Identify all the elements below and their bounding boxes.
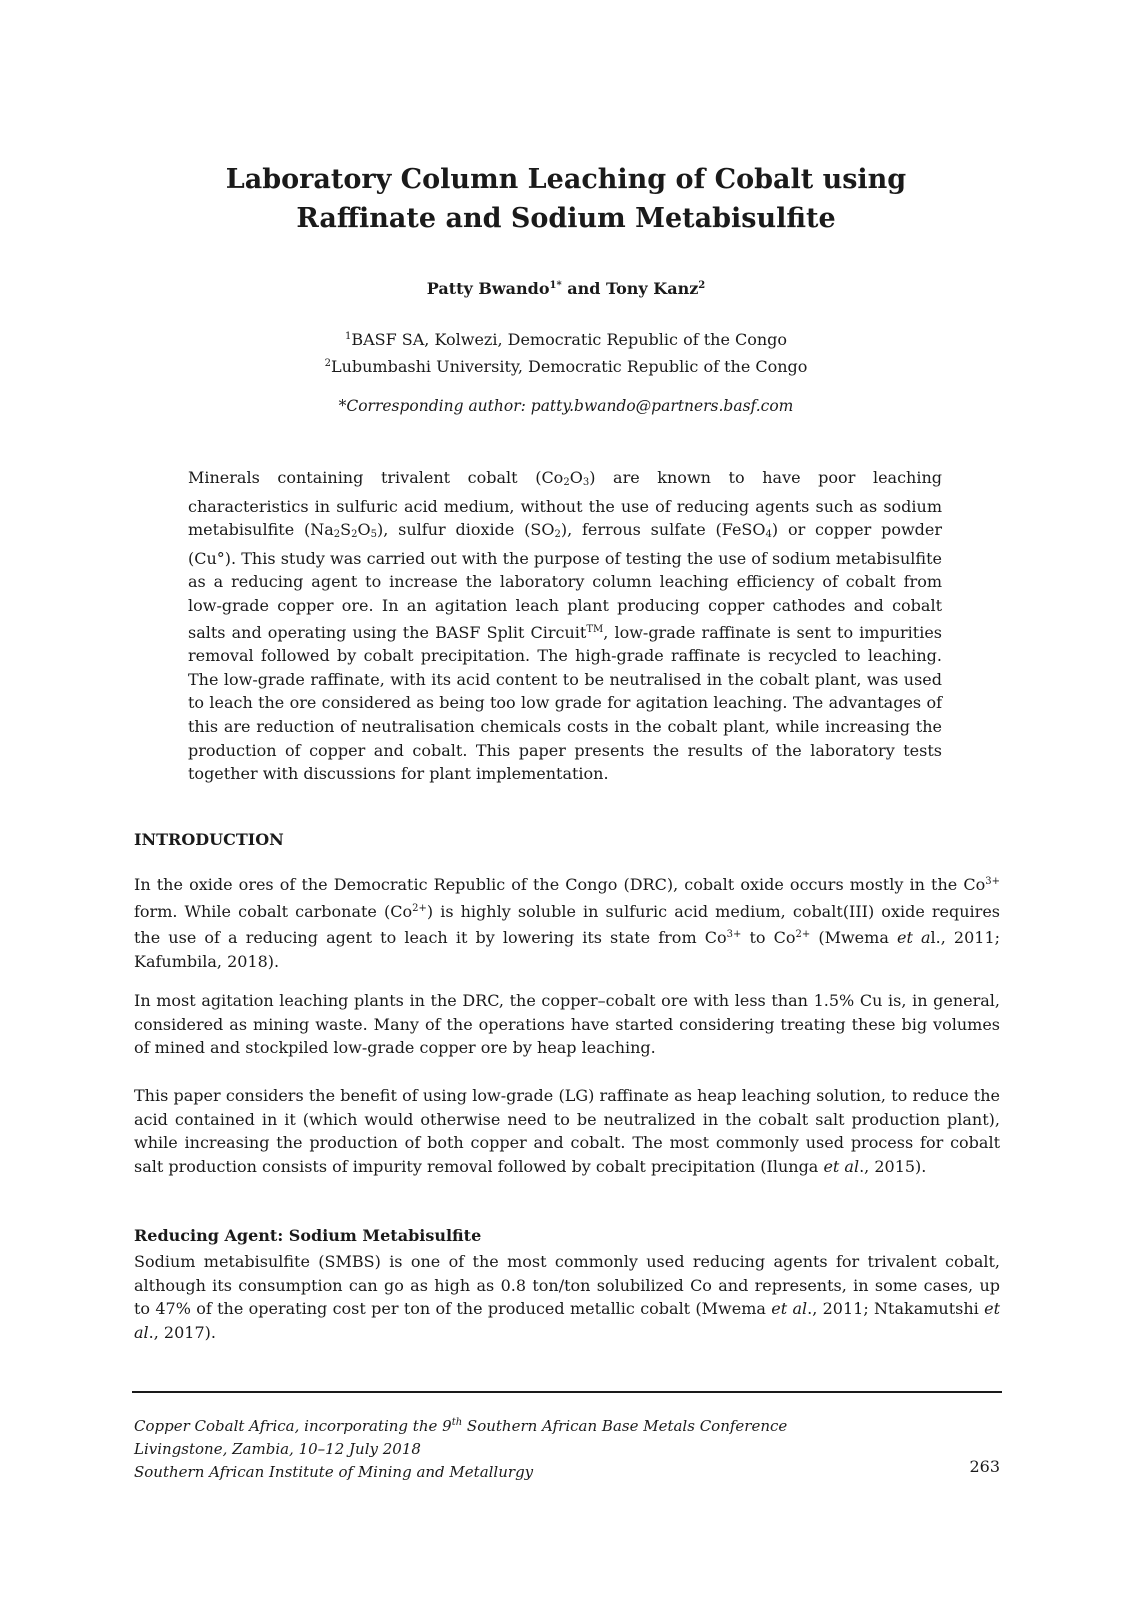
paragraph-text: ., 2017). (148, 1322, 216, 1342)
abstract (188, 466, 942, 786)
charge-superscript: 3+ (985, 876, 1000, 887)
paragraph-text: l., 2011; Kafumbila, 2018). (134, 928, 1001, 971)
footer-text: Copper Cobalt Africa, incorporating the 9 (134, 1417, 452, 1435)
affiliation-2 (0, 352, 1132, 379)
affiliation-1-text: BASF SA, Kolwezi, Democratic Republic of the Congo (351, 330, 788, 349)
corresponding-author: *Corresponding author: patty.bwando@partners.basf.com (338, 397, 794, 415)
footer-conference-info (134, 1411, 787, 1484)
abstract-text: ), ferrous sulfate (FeSO (560, 520, 766, 540)
subsection-heading-reducing-agent: Reducing Agent: Sodium Metabisulfite (134, 1226, 482, 1245)
footer-line-3: Southern African Institute of Mining and Metallurgy (134, 1463, 534, 1481)
abstract-subscript: 3 (582, 477, 590, 488)
affiliations (0, 325, 1132, 379)
abstract-subscript: 2 (333, 529, 341, 541)
footer-divider (132, 1391, 1002, 1393)
author-1-mark: 1* (549, 280, 562, 291)
author-2: Tony Kanz (606, 279, 699, 298)
footer-text: Southern African Base Metals Conference (462, 1417, 788, 1435)
footer-line-1 (134, 1411, 787, 1438)
paragraph-text: ., 2011; Ntakamutshi (807, 1299, 985, 1319)
abstract-text: ) are known to have poor leaching characteristics in sulfuric acid medium, without the use of reducing agents such as sodium metabisulfite (Na (188, 468, 942, 540)
author-list (0, 279, 1132, 298)
charge-superscript: 2+ (795, 929, 811, 941)
citation-et-al: et al (771, 1299, 808, 1319)
intro-paragraph-2: In most agitation leaching plants in the DRC, the copper–cobalt ore with less than 1.5% Cu is, in general, considered as mining waste. Many of the operations have started considering treating these big volumes of mined and stockpiled low-grade copper ore by heap leaching. (134, 991, 1000, 1058)
abstract-text: ), sulfur dioxide (SO (377, 520, 555, 540)
charge-superscript: 3+ (726, 929, 742, 941)
abstract-subscript: 4 (765, 529, 772, 541)
abstract-subscript: 2 (351, 529, 358, 541)
abstract-subscript: 2 (554, 529, 561, 541)
trademark-mark: TM (586, 623, 604, 635)
paragraph-text: In the oxide ores of the Democratic Republic of the Congo (DRC), cobalt oxide occurs mostly in the Co (134, 875, 986, 894)
paragraph-text: ., 2015). (859, 1156, 927, 1176)
author-2-mark: 2 (698, 280, 706, 291)
page-number: 263 (969, 1457, 1000, 1476)
title-line-1: Laboratory Column Leaching of Cobalt using (225, 164, 907, 195)
ordinal-superscript: th (451, 1417, 463, 1428)
footer-line-2: Livingstone, Zambia, 10–12 July 2018 (134, 1440, 421, 1458)
abstract-text: Minerals containing trivalent cobalt (Co (188, 468, 564, 487)
affiliation-2-text: Lubumbashi University, Democratic Republic of the Congo (330, 357, 808, 376)
author-conjunction: and (561, 279, 607, 298)
reducing-agent-paragraph (134, 1250, 1000, 1344)
author-1: Patty Bwando (426, 279, 550, 298)
intro-paragraph-1 (134, 870, 1000, 973)
affiliation-1-mark: 1 (344, 331, 352, 342)
section-heading-introduction: INTRODUCTION (134, 830, 284, 849)
title-line-2: Raffinate and Sodium Metabisulfite (296, 203, 836, 234)
citation-et-al: et al (134, 1299, 1001, 1342)
intro-paragraph-3 (134, 1084, 1000, 1178)
paragraph-text: ) is highly soluble in sulfuric acid medium, cobalt(III) oxide requires the use of a reducing agent to leach it by lowering its state from Co (134, 901, 1000, 948)
abstract-subscript: 2 (563, 477, 570, 488)
paragraph-text: to Co (741, 928, 796, 948)
abstract-subscript: 5 (370, 529, 377, 541)
paragraph-text: (Mwema (810, 928, 897, 948)
citation-et-al: et a (896, 928, 931, 948)
affiliation-2-mark: 2 (324, 358, 331, 369)
paragraph-text: This paper considers the benefit of using low-grade (LG) raffinate as heap leaching solution, to reduce the acid contained in it (which would otherwise need to be neutralized in the cobalt salt production plant), while increasing the production of both copper and cobalt. The most commonly used process for cobalt salt production consists of impurity removal followed by cobalt precipitation (Ilunga (134, 1086, 1000, 1176)
affiliation-1 (0, 325, 1132, 352)
charge-superscript: 2+ (412, 902, 427, 914)
paper-title (0, 160, 1132, 238)
abstract-text: , low-grade raffinate is sent to impurities removal followed by cobalt precipitation. The high-grade raffinate is recycled to leaching. The low-grade raffinate, with its acid content to be neutralised in the cobalt plant, was used to leach the ore considered as being too low grade for agitation leaching. The advantages of this are reduction of neutralisation chemicals costs in the cobalt plant, while increasing the production of copper and cobalt. This paper presents the results of the laboratory tests together with discussions for plant implementation. (188, 622, 943, 784)
abstract-text: O (569, 468, 583, 487)
citation-et-al: et al (823, 1156, 860, 1176)
paragraph-text: form. While cobalt carbonate (Co (134, 901, 413, 921)
paragraph-text: Sodium metabisulfite (SMBS) is one of the most commonly used reducing agents for trivalent cobalt, although its consumption can go as high as 0.8 ton/ton solubilized Co and represents, in some cases, up to 47% of the operating cost per ton of the produced metallic cobalt (Mwema (134, 1252, 1000, 1319)
abstract-text: ) or copper powder (Cu°). This study was carried out with the purpose of testing the use of sodium metabisulfite as a reducing agent to increase the laboratory column leaching efficiency of cobalt from low-grade copper ore. In an agitation leach plant producing copper cathodes and cobalt salts and operating using the BASF Split Circuit (188, 520, 943, 642)
abstract-text: O (357, 520, 371, 540)
abstract-text: S (340, 520, 352, 540)
